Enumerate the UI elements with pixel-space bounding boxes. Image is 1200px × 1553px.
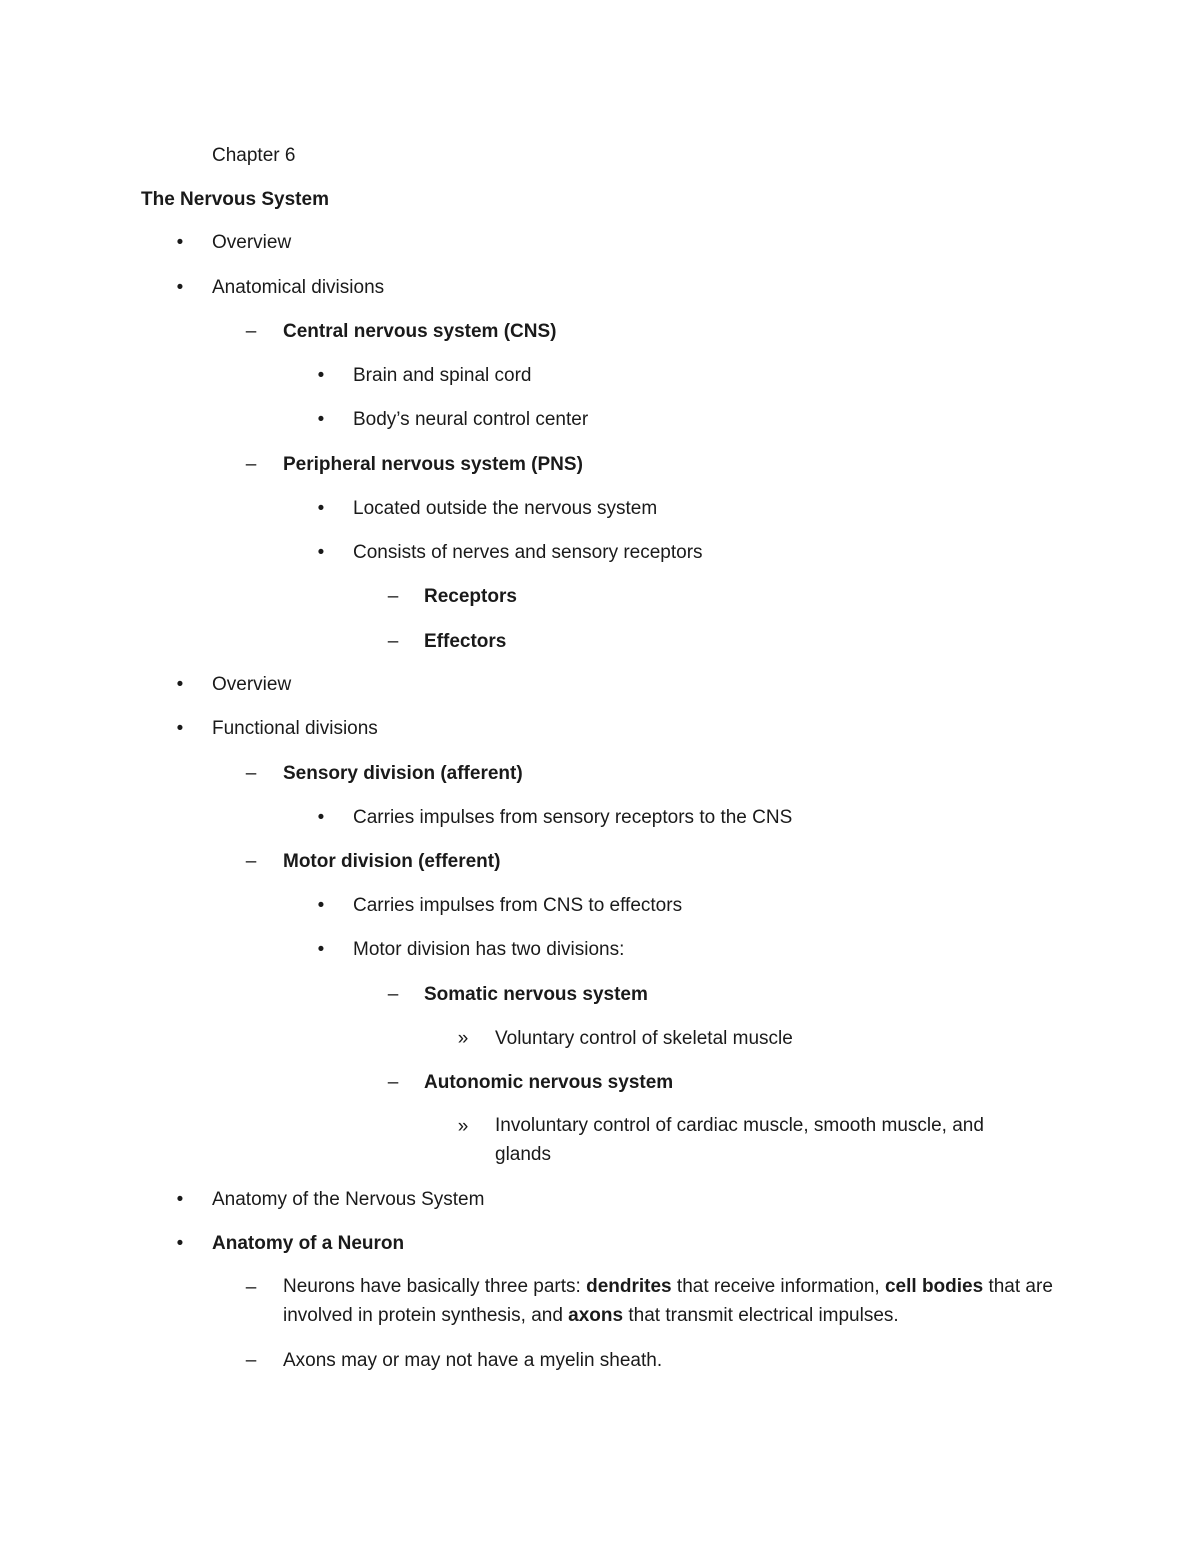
list-item-axons-myelin: Axons may or may not have a myelin sheath. bbox=[283, 1350, 663, 1371]
dash-marker: – bbox=[245, 321, 257, 342]
list-item-functional-divisions: Functional divisions bbox=[212, 718, 378, 739]
list-item-brain-spinal-cord: Brain and spinal cord bbox=[353, 365, 532, 386]
list-item-overview: Overview bbox=[212, 674, 292, 695]
bullet-marker: • bbox=[176, 1233, 184, 1254]
term-cell-bodies: cell bodies bbox=[884, 1276, 984, 1297]
dash-marker: – bbox=[245, 763, 257, 784]
list-item-anatomy-neuron: Anatomy of a Neuron bbox=[212, 1233, 405, 1254]
dash-marker: – bbox=[387, 586, 399, 607]
dash-marker: – bbox=[387, 984, 399, 1005]
bullet-marker: • bbox=[317, 498, 325, 519]
chapter-label: Chapter 6 bbox=[212, 145, 296, 166]
list-item-motor-carries: Carries impulses from CNS to effectors bbox=[353, 895, 683, 916]
list-item-neuron-parts bbox=[283, 1272, 1053, 1330]
bullet-marker: • bbox=[176, 1189, 184, 1210]
text-run: that transmit electrical impulses. bbox=[623, 1305, 899, 1326]
list-item-somatic-desc: Voluntary control of skeletal muscle bbox=[495, 1028, 793, 1049]
bullet-marker: • bbox=[176, 232, 184, 253]
chevron-marker: » bbox=[457, 1116, 469, 1137]
text-run: that are involved in protein synthesis, and bbox=[283, 1276, 1053, 1326]
page-title: The Nervous System bbox=[141, 189, 329, 210]
list-item-anatomical-divisions: Anatomical divisions bbox=[212, 277, 385, 298]
list-item-motor-two-divisions: Motor division has two divisions: bbox=[353, 939, 625, 960]
bullet-marker: • bbox=[317, 409, 325, 430]
list-item-receptors: Receptors bbox=[424, 586, 517, 607]
text-run: that receive information, bbox=[671, 1276, 885, 1297]
list-item-sensory-carries: Carries impulses from sensory receptors to the CNS bbox=[353, 807, 793, 828]
list-item-cns: Central nervous system (CNS) bbox=[283, 321, 557, 342]
bullet-marker: • bbox=[176, 277, 184, 298]
list-item-autonomic: Autonomic nervous system bbox=[424, 1072, 674, 1093]
text-run: Neurons have basically three parts: bbox=[283, 1276, 587, 1297]
dash-marker: – bbox=[245, 1350, 257, 1371]
dash-marker: – bbox=[245, 851, 257, 872]
list-item-control-center: Body’s neural control center bbox=[353, 409, 589, 430]
list-item-located-outside: Located outside the nervous system bbox=[353, 498, 658, 519]
dash-marker: – bbox=[245, 1277, 257, 1298]
dash-marker: – bbox=[245, 454, 257, 475]
list-item-somatic: Somatic nervous system bbox=[424, 984, 648, 1005]
list-item-sensory-division: Sensory division (afferent) bbox=[283, 763, 523, 784]
bullet-marker: • bbox=[317, 542, 325, 563]
list-item-effectors: Effectors bbox=[424, 631, 507, 652]
chevron-marker: » bbox=[457, 1028, 469, 1049]
bullet-marker: • bbox=[317, 807, 325, 828]
bullet-marker: • bbox=[176, 718, 184, 739]
list-item-anatomy-ns: Anatomy of the Nervous System bbox=[212, 1189, 485, 1210]
term-dendrites: dendrites bbox=[586, 1276, 672, 1297]
bullet-marker: • bbox=[317, 365, 325, 386]
list-item-overview: Overview bbox=[212, 232, 292, 253]
bullet-marker: • bbox=[317, 939, 325, 960]
list-item-consists-of: Consists of nerves and sensory receptors bbox=[353, 542, 703, 563]
list-item-pns: Peripheral nervous system (PNS) bbox=[283, 454, 583, 475]
dash-marker: – bbox=[387, 1072, 399, 1093]
bullet-marker: • bbox=[317, 895, 325, 916]
dash-marker: – bbox=[387, 631, 399, 652]
term-axons: axons bbox=[568, 1305, 624, 1326]
list-item-motor-division: Motor division (efferent) bbox=[283, 851, 501, 872]
bullet-marker: • bbox=[176, 674, 184, 695]
list-item-autonomic-desc: Involuntary control of cardiac muscle, smooth muscle, and glands bbox=[495, 1115, 984, 1165]
